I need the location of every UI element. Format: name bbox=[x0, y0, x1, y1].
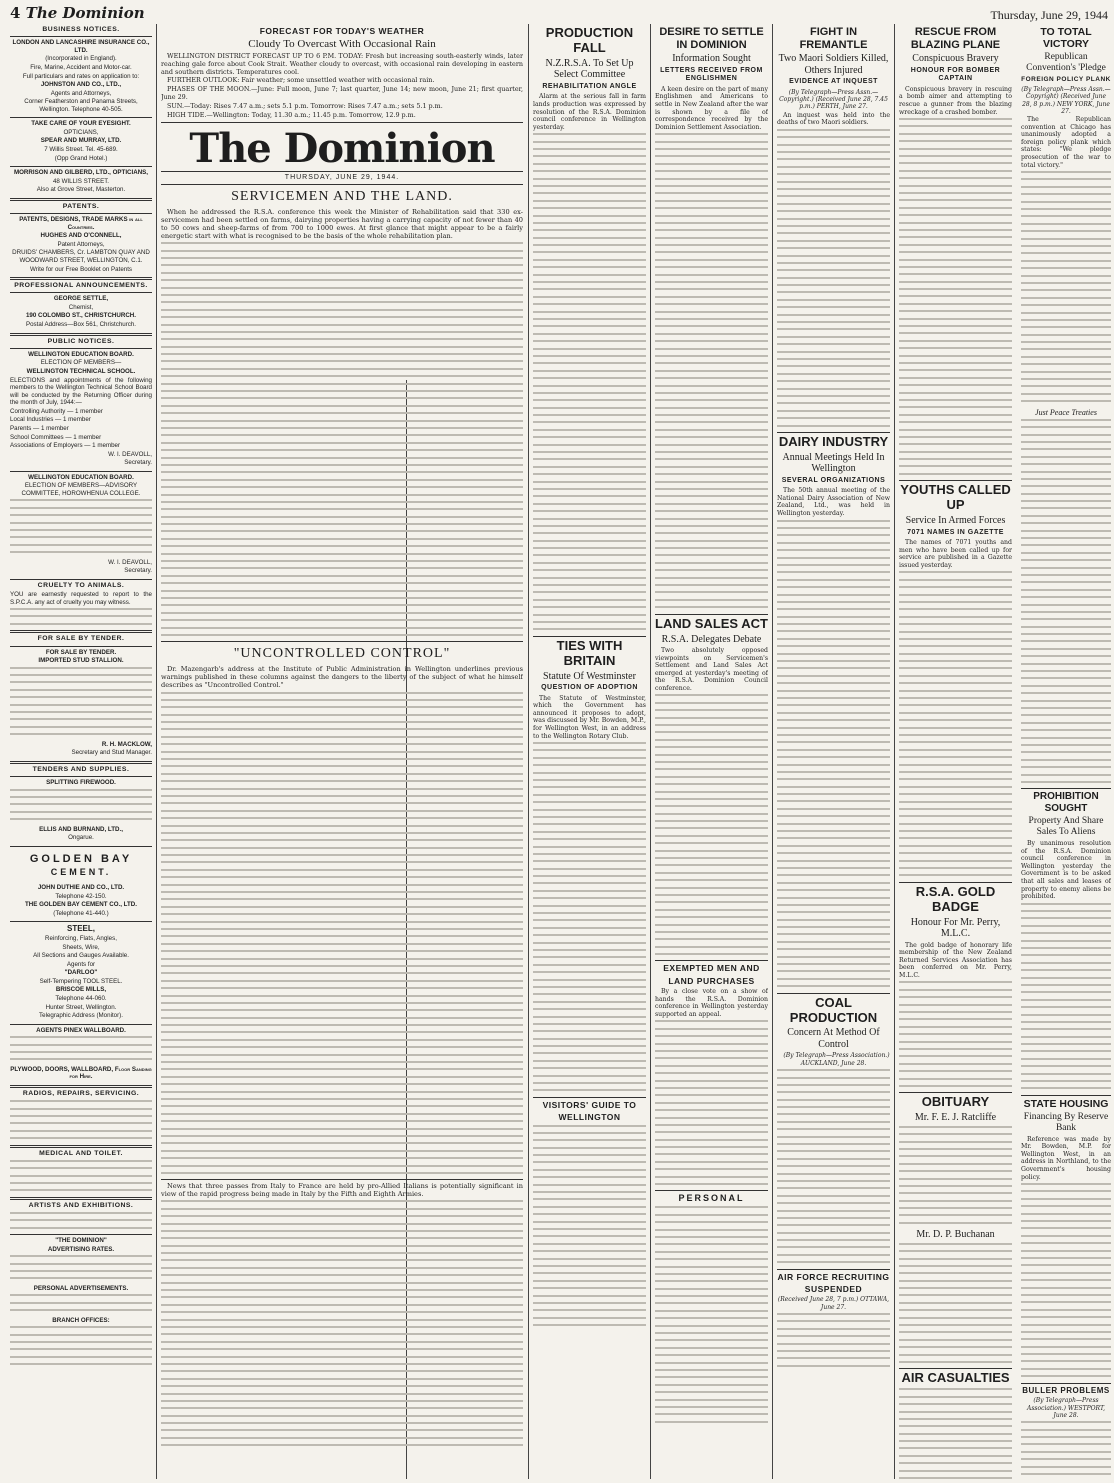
column-rule bbox=[156, 24, 157, 1479]
subheadline: Financing By Reserve Bank bbox=[1023, 1111, 1109, 1133]
section-heading: FOR SALE BY TENDER. bbox=[37, 635, 125, 643]
column-rule bbox=[650, 24, 651, 1479]
page-header bbox=[10, 4, 1110, 22]
subheadline: Property And Share Sales To Aliens bbox=[1028, 816, 1104, 838]
headline-dairy-industry: DAIRY INDUSTRY bbox=[778, 433, 889, 449]
editorial-dateline: THURSDAY, JUNE 29, 1944. bbox=[284, 173, 400, 181]
subheadline: LAND PURCHASES bbox=[668, 975, 755, 986]
subheadline: Republican Convention's 'Pledge bbox=[1026, 52, 1106, 74]
page-number: 4 The Dominion bbox=[10, 4, 145, 22]
section-heading: PATENTS. bbox=[62, 202, 100, 210]
byline: (Received June 28, 7 p.m.) OTTAWA, June 27. bbox=[777, 1296, 890, 1311]
subheadline: SUSPENDED bbox=[804, 1284, 863, 1295]
subhead-just-peace: Just Peace Treaties bbox=[1035, 407, 1097, 417]
article-air-force bbox=[777, 1313, 890, 1367]
forecast-subtitle: Cloudy To Overcast With Occasional Rain bbox=[248, 38, 436, 51]
ad-pinex-wallboard: AGENTS PINEX WALLBOARD. PLYWOOD, DOORS, WALLBOARD, Floor Sanding for Hire. bbox=[10, 1026, 152, 1081]
column-rule bbox=[528, 24, 529, 1479]
news-column-6 bbox=[777, 24, 890, 1479]
notice-horowhenua: WELLINGTON EDUCATION BOARD. ELECTION OF MEMBERS—ADVISORY COMMITTEE, HOROWHENUA COLLEGE. W. I. DEAVOLL, Secretary. bbox=[10, 474, 152, 575]
deck: FOREIGN POLICY PLANK bbox=[1021, 75, 1111, 83]
headline-ties-britain: TIES WITH BRITAIN bbox=[556, 637, 623, 668]
deck: REHABILITATION ANGLE bbox=[542, 82, 637, 90]
classified-ads-column bbox=[10, 24, 152, 1479]
headline-land-sales: LAND SALES ACT bbox=[655, 615, 768, 631]
deck: EVIDENCE AT INQUEST bbox=[789, 78, 878, 86]
article-settle-dominion: A keen desire on the part of many Englishmen and Americans to settle in New Zealand after the war is shown by a file of correspondence received by the Dominion Settlement Association. bbox=[655, 86, 768, 608]
news-column-7 bbox=[899, 24, 1012, 1479]
notice-cruelty: YOU are earnestly requested to report to the S.P.C.A. any act of cruelty you may witness. bbox=[10, 591, 152, 625]
article-dairy-industry: The 50th annual meeting of the National Dairy Association of New Zealand, Ltd., was held in Wellington yesterday. bbox=[777, 487, 890, 987]
subheadline: Two Maori Soldiers Killed, Others Injured bbox=[778, 53, 889, 76]
editorial-italy: News that three passes from Italy to France are held by pro-Allied Italians is potentially significant in view of the rapid progress being made in Italy by the Fifth and Eighth Armies. bbox=[161, 1182, 523, 1446]
headline-gold-badge: R.S.A. GOLD BADGE bbox=[915, 883, 996, 914]
ad-stallion: FOR SALE BY TENDER. IMPORTED STUD STALLION. R. H. MACKLOW, Secretary and Stud Manager. bbox=[10, 649, 152, 757]
news-column-4 bbox=[533, 24, 646, 1479]
ads-medical bbox=[10, 1160, 152, 1192]
editorial-column bbox=[161, 24, 523, 1479]
article-obituary-ratcliffe bbox=[899, 1126, 1012, 1224]
headline-air-force: AIR FORCE RECRUITING bbox=[777, 1271, 890, 1282]
subheadline: N.Z.R.S.A. To Set Up Select Committee bbox=[545, 57, 634, 81]
headline-fremantle: FIGHT IN FREMANTLE bbox=[799, 26, 868, 51]
article-ties-britain: The Statute of Westminster, which the Government has announced it proposes to adopt, was discussed by Mr. Bowden, M.P., for Wellington West, in an address to the Wellington Rotary Club. bbox=[533, 695, 646, 1092]
article-land-sales: Two absolutely opposed viewpoints on Servicemen's Settlement and Land Sales Act emerged at yesterday's meeting of the R.S.A. Dominion Council conference. bbox=[655, 647, 768, 955]
headline-prohibition: PROHIBITION SOUGHT bbox=[1033, 791, 1099, 814]
headline-air-casualties: AIR CASUALTIES bbox=[901, 1370, 1010, 1386]
subheadline: Concern At Method Of Control bbox=[787, 1027, 880, 1050]
section-heading: MEDICAL AND TOILET. bbox=[39, 1149, 123, 1157]
ad-briscoe-steel: STEEL, Reinforcing, Flats, Angles, Sheets, Wire, All Sections and Gauges Available. Agents for "DARLOO" Self-Tempering TOOL STEEL. BRISCOE MILLS, Telephone 44-060. Hunter Street, Wellington. Telegraphic Address (Monitor). bbox=[33, 924, 129, 1020]
article-personal bbox=[655, 1206, 768, 1422]
section-heading: TENDERS AND SUPPLIES. bbox=[32, 765, 130, 773]
article-prohibition: By unanimous resolution of the R.S.A. Dominion council conference in Wellington yesterday the Government is to be asked that all sales and leases of property to enemy aliens be prohibited. bbox=[1021, 840, 1111, 1089]
headline-total-victory: TO TOTAL VICTORY bbox=[1040, 26, 1092, 51]
obituary-buchanan: Mr. D. P. Buchanan bbox=[916, 1229, 995, 1241]
article-gold-badge: The gold badge of honorary life membership of the New Zealand Returned Services Association has been conferred on Mr. Perry, M.L.C. bbox=[899, 942, 1012, 1087]
subheadline: Annual Meetings Held In Wellington bbox=[782, 451, 885, 475]
deck: 7071 NAMES IN GAZETTE bbox=[907, 528, 1004, 536]
editorial-title-control: "UNCONTROLLED CONTROL" bbox=[233, 646, 451, 662]
section-heading: CRUELTY TO ANIMALS. bbox=[37, 581, 125, 589]
ad-george-settle: GEORGE SETTLE, Chemist, 190 COLOMBO ST., CHRISTCHURCH. Postal Address—Box 561, Christchurch. bbox=[25, 295, 137, 329]
deck: SEVERAL ORGANIZATIONS bbox=[781, 476, 886, 484]
notice-technical-school: WELLINGTON EDUCATION BOARD. ELECTION OF MEMBERS— WELLINGTON TECHNICAL SCHOOL. ELECTIONS and appointments of the following members to the Wellington Technical School Board will be conducted by the Returning Officer during the month of July, 1944:— Controlling Authority — 1 member Local Industries — 1 member Parents — 1 member School Committees — 1 member Associations of Employers — 1 member W. I. DEAVOLL, Secretary. bbox=[10, 350, 152, 467]
article-exempted-men: By a close vote on a show of hands the R.S.A. Dominion conference in Wellington yesterday supported an appeal. bbox=[655, 988, 768, 1185]
news-column-8 bbox=[1021, 24, 1111, 1479]
column-rule bbox=[894, 24, 895, 1479]
article-buller bbox=[1021, 1421, 1111, 1479]
section-heading: BUSINESS NOTICES. bbox=[42, 26, 120, 33]
article-rescue-plane: Conspicuous bravery in rescuing a bomb aimer and attempting to rescue a gunner from the blazing wreckage of a crashed bomber. bbox=[899, 86, 1012, 475]
subheadline: Statute Of Westminster bbox=[543, 670, 636, 682]
article-air-casualties bbox=[899, 1388, 1012, 1479]
subheadline: WELLINGTON bbox=[558, 1112, 621, 1123]
headline-buller: BULLER PROBLEMS bbox=[1022, 1385, 1110, 1395]
column-rule bbox=[772, 24, 773, 1479]
headline-exempted-men: EXEMPTED MEN AND bbox=[663, 963, 760, 974]
ad-london-lancashire: LONDON AND LANCASHIRE INSURANCE CO., LTD. (Incorporated in England). Fire, Marine, Accident and Motor-car. Full particulars and rates on application to: JOHNSTON AND CO., LTD., Agents and Attorneys, Corner Featherston and Panama Streets, Wellington. Telephone 40-505. bbox=[12, 39, 150, 113]
article-obituary-buchanan bbox=[899, 1243, 1012, 1363]
ad-firewood: SPLITTING FIREWOOD. ELLIS AND BURNAND, LTD., Ongarue. bbox=[10, 779, 152, 842]
headline-coal-production: COAL PRODUCTION bbox=[789, 994, 878, 1025]
byline: (By Telegraph—Press Assn.—Copyright.) (Received June 28, 7.45 p.m.) PERTH, June 27. bbox=[779, 88, 888, 111]
section-heading: RADIOS, REPAIRS, SERVICING. bbox=[22, 1089, 140, 1097]
article-production-fall: Alarm at the serious fall in farm lands production was expressed by resolution of the R.S.A. Dominion council conference in Wellington yesterday. bbox=[533, 93, 646, 630]
headline-youths-called: YOUTHS CALLED UP bbox=[900, 482, 1011, 513]
byline: (By Telegraph—Press Association.) WESTPORT, June 28. bbox=[1027, 1397, 1105, 1419]
headline-rescue-plane: RESCUE FROM BLAZING PLANE bbox=[910, 26, 1001, 51]
article-visitors-guide bbox=[533, 1125, 646, 1327]
editorial-title-servicemen: SERVICEMEN AND THE LAND. bbox=[231, 189, 453, 205]
subheadline: Mr. F. E. J. Ratcliffe bbox=[914, 1112, 997, 1124]
deck: QUESTION OF ADOPTION bbox=[541, 684, 638, 692]
ads-radios bbox=[10, 1100, 152, 1139]
ad-advertising-rates: "THE DOMINION" ADVERTISING RATES. PERSONAL ADVERTISEMENTS. BRANCH OFFICES: bbox=[10, 1237, 152, 1365]
masthead-logo: The Dominion bbox=[189, 124, 495, 172]
article-state-housing: Reference was made by Mr. Bowden, M.P. for Wellington West, in an address in Northland, to the Government's housing policy. bbox=[1021, 1136, 1111, 1378]
editorial-control: Dr. Mazengarb's address at the Institute of Public Administration in Wellington underlines previous warnings published in these columns against the dangers to the liberty of the subject of what he himself describes as "Uncontrolled Control." bbox=[161, 665, 523, 1173]
subheadline: Information Sought bbox=[672, 53, 751, 65]
article-fremantle: An inquest was held into the deaths of two Maori soldiers. bbox=[777, 112, 890, 427]
ad-golden-bay-cement: GOLDEN BAY CEMENT. JOHN DUTHIE AND CO., LTD. Telephone 42-150. THE GOLDEN BAY CEMENT CO., LTD. (Telephone 41-440.) bbox=[25, 852, 137, 917]
article-total-victory: The Republican convention at Chicago has unanimously adopted a foreign policy plank which states: "We pledge prosecution of the war to total victory." Just Peace Treaties bbox=[1021, 116, 1111, 783]
headline-obituary: OBITUARY bbox=[921, 1094, 990, 1110]
subheadline: Service In Armed Forces bbox=[905, 515, 1006, 527]
byline: (By Telegraph—Press Assn.—Copyright) (Received June 28, 8 p.m.) NEW YORK, June 27. bbox=[1021, 85, 1111, 115]
headline-visitors-guide: VISITORS' GUIDE TO bbox=[542, 1099, 637, 1110]
ads-artists bbox=[10, 1212, 152, 1229]
section-heading: ARTISTS AND EXHIBITIONS. bbox=[28, 1201, 134, 1209]
weather-forecast: FORECAST FOR TODAY'S WEATHER Cloudy To Overcast With Occasional Rain WELLINGTON DISTRICT FORECAST UP TO 6 P.M. TODAY: Fresh but increasing south-easterly winds, later reaching gale force about Cook Strait. Weather cloudy to overcast, with occasional rain developing in eastern and southern districts. Temperatures cool. FURTHER OUTLOOK: Fair weather; some unsettled weather with occasional rain. PHASES OF THE MOON.—June: Full moon, June 7; last quarter, June 14; new moon, June 21; first quarter, June 29. SUN.—Today: Rises 7.47 a.m.; sets 5.1 p.m. Tomorrow: Rises 7.47 a.m.; sets 5.1 p.m. HIGH TIDE.—Wellington: Today, 11.30 a.m.; 11.45 p.m. Tomorrow, 12.9 p.m. bbox=[161, 26, 523, 119]
headline-state-housing: STATE HOUSING bbox=[1023, 1097, 1109, 1110]
section-heading: PUBLIC NOTICES. bbox=[47, 337, 115, 345]
page-date: Thursday, June 29, 1944 bbox=[990, 8, 1108, 22]
ad-morrison-gilberd: MORRISON AND GILBERD, LTD., OPTICIANS, 48 WILLIS STREET. Also at Grove Street, Masterton. bbox=[13, 169, 149, 194]
headline-settle-dominion: DESIRE TO SETTLE IN DOMINION bbox=[659, 26, 764, 51]
article-youths-called: The names of 7071 youths and men who have been called up for service are published in a Gazette issued yesterday. bbox=[899, 539, 1012, 876]
subheadline: Conspicuous Bravery bbox=[912, 53, 999, 65]
headline-personal: PERSONAL bbox=[678, 1193, 745, 1204]
article-coal-production: (By Telegraph—Press Association.) AUCKLAND, June 28. bbox=[777, 1052, 890, 1263]
section-heading: PROFESSIONAL ANNOUNCEMENTS. bbox=[14, 282, 148, 290]
deck: HONOUR FOR BOMBER CAPTAIN bbox=[910, 66, 1001, 83]
subheadline: R.S.A. Delegates Debate bbox=[661, 633, 762, 645]
ad-spear-murray: TAKE CARE OF YOUR EYESIGHT. OPTICIANS, SPEAR AND MURRAY, LTD. 7 Willis Street. Tel. 45-689. (Opp Grand Hotel.) bbox=[31, 120, 131, 162]
editorial-servicemen: When he addressed the R.S.A. conference this week the Minister of Rehabilitation said that 330 ex-servicemen had been settled on farms, dairying properties having a carrying capacity of not fewer than 40 to 50 cows and sheep-farms of from 700 to 1000 ewes. At first glance that might appear to be a fairly energetic start with what is recognised to be the basis of the whole rehabilitation plan. bbox=[161, 208, 523, 636]
deck: LETTERS RECEIVED FROM ENGLISHMEN bbox=[660, 66, 763, 83]
news-column-5 bbox=[655, 24, 768, 1479]
ad-patents: PATENTS, DESIGNS, TRADE MARKS in all Countries. HUGHES AND O'CONNELL, Patent Attorneys, DRUIDS' CHAMBERS, Cr. LAMBTON QUAY AND WOODWARD STREET, WELLINGTON, C.1. Write for our Free Booklet on Patents bbox=[12, 216, 150, 273]
headline-production-fall: PRODUCTION FALL bbox=[545, 25, 634, 55]
forecast-title: FORECAST FOR TODAY'S WEATHER bbox=[259, 26, 425, 36]
subheadline: Honour For Mr. Perry, M.L.C. bbox=[910, 916, 1001, 940]
